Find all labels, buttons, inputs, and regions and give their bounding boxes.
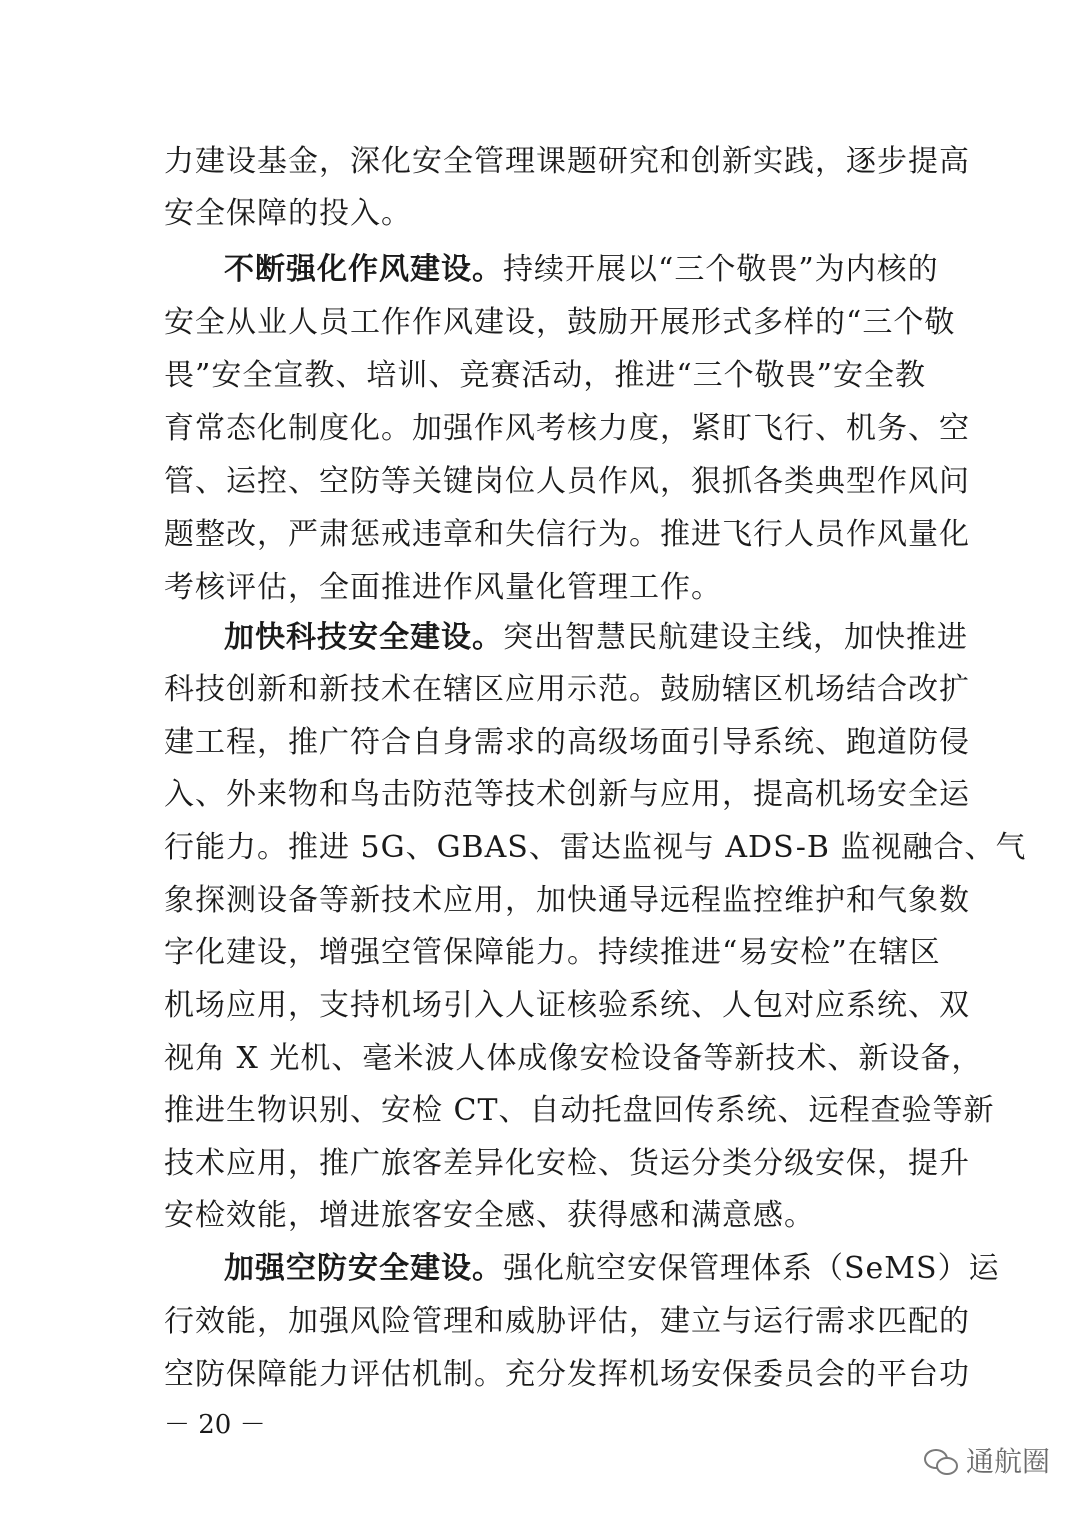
- text-line: 题整改，严肃惩戒违章和失信行为。推进飞行人员作风量化: [164, 517, 970, 552]
- text-line: 技术应用，推广旅客差异化安检、货运分类分级安保，提升: [164, 1146, 970, 1181]
- text-fragment: 强化航空安保管理体系（SeMS）运: [503, 1251, 1000, 1286]
- page-number: － 20 －: [164, 1410, 266, 1440]
- text-line: 字化建设，增强空管保障能力。持续推进“易安检”在辖区: [164, 935, 941, 970]
- text-line: 建工程，推广符合自身需求的高级场面引导系统、跑道防侵: [164, 725, 970, 760]
- paragraph-lead-line: [224, 1243, 1000, 1295]
- text-line: 安全从业人员工作作风建设，鼓励开展形式多样的“三个敬: [164, 305, 956, 340]
- text-line: 安检效能，增进旅客安全感、获得感和满意感。: [164, 1198, 815, 1233]
- text-line: 安全保障的投入。: [164, 196, 412, 231]
- paragraph-heading: 不断强化作风建设。: [224, 252, 503, 287]
- text-line: 管、运控、空防等关键岗位人员作风，狠抓各类典型作风问: [164, 464, 970, 499]
- text-line: 行效能，加强风险管理和威胁评估，建立与运行需求匹配的: [164, 1304, 970, 1339]
- text-line: 机场应用，支持机场引入人证核验系统、人包对应系统、双: [164, 988, 970, 1023]
- paragraph-heading: 加强空防安全建设。: [224, 1251, 503, 1286]
- text-line: 空防保障能力评估机制。充分发挥机场安保委员会的平台功: [164, 1357, 970, 1392]
- text-line: 科技创新和新技术在辖区应用示范。鼓励辖区机场结合改扩: [164, 672, 970, 707]
- text-fragment: 持续开展以“三个敬畏”为内核的: [503, 252, 939, 287]
- text-line: 行能力。推进 5G、GBAS、雷达监视与 ADS-B 监视融合、气: [164, 830, 1027, 865]
- paragraph-heading: 加快科技安全建设。: [224, 620, 503, 655]
- text-fragment: 突出智慧民航建设主线，加快推进: [503, 620, 968, 655]
- paragraph-lead-line: [224, 244, 939, 296]
- text-line: 视角 X 光机、毫米波人体成像安检设备等新技术、新设备，: [164, 1041, 983, 1076]
- text-line: 推进生物识别、安检 CT、自动托盘回传系统、远程查验等新: [164, 1093, 995, 1128]
- watermark-text: 通航圈: [965, 1445, 1050, 1478]
- text-line: 考核评估，全面推进作风量化管理工作。: [164, 570, 722, 605]
- text-line: 入、外来物和鸟击防范等技术创新与应用，提高机场安全运: [164, 777, 970, 812]
- text-line: 畏”安全宣教、培训、竞赛活动，推进“三个敬畏”安全教: [164, 358, 927, 393]
- text-line: 力建设基金，深化安全管理课题研究和创新实践，逐步提高: [164, 144, 970, 179]
- paragraph-lead-line: [224, 612, 968, 664]
- watermark: [924, 1442, 1050, 1482]
- text-line: 育常态化制度化。加强作风考核力度，紧盯飞行、机务、空: [164, 411, 970, 446]
- wechat-icon: [924, 1447, 958, 1477]
- text-line: 象探测设备等新技术应用，加快通导远程监控维护和气象数: [164, 883, 970, 918]
